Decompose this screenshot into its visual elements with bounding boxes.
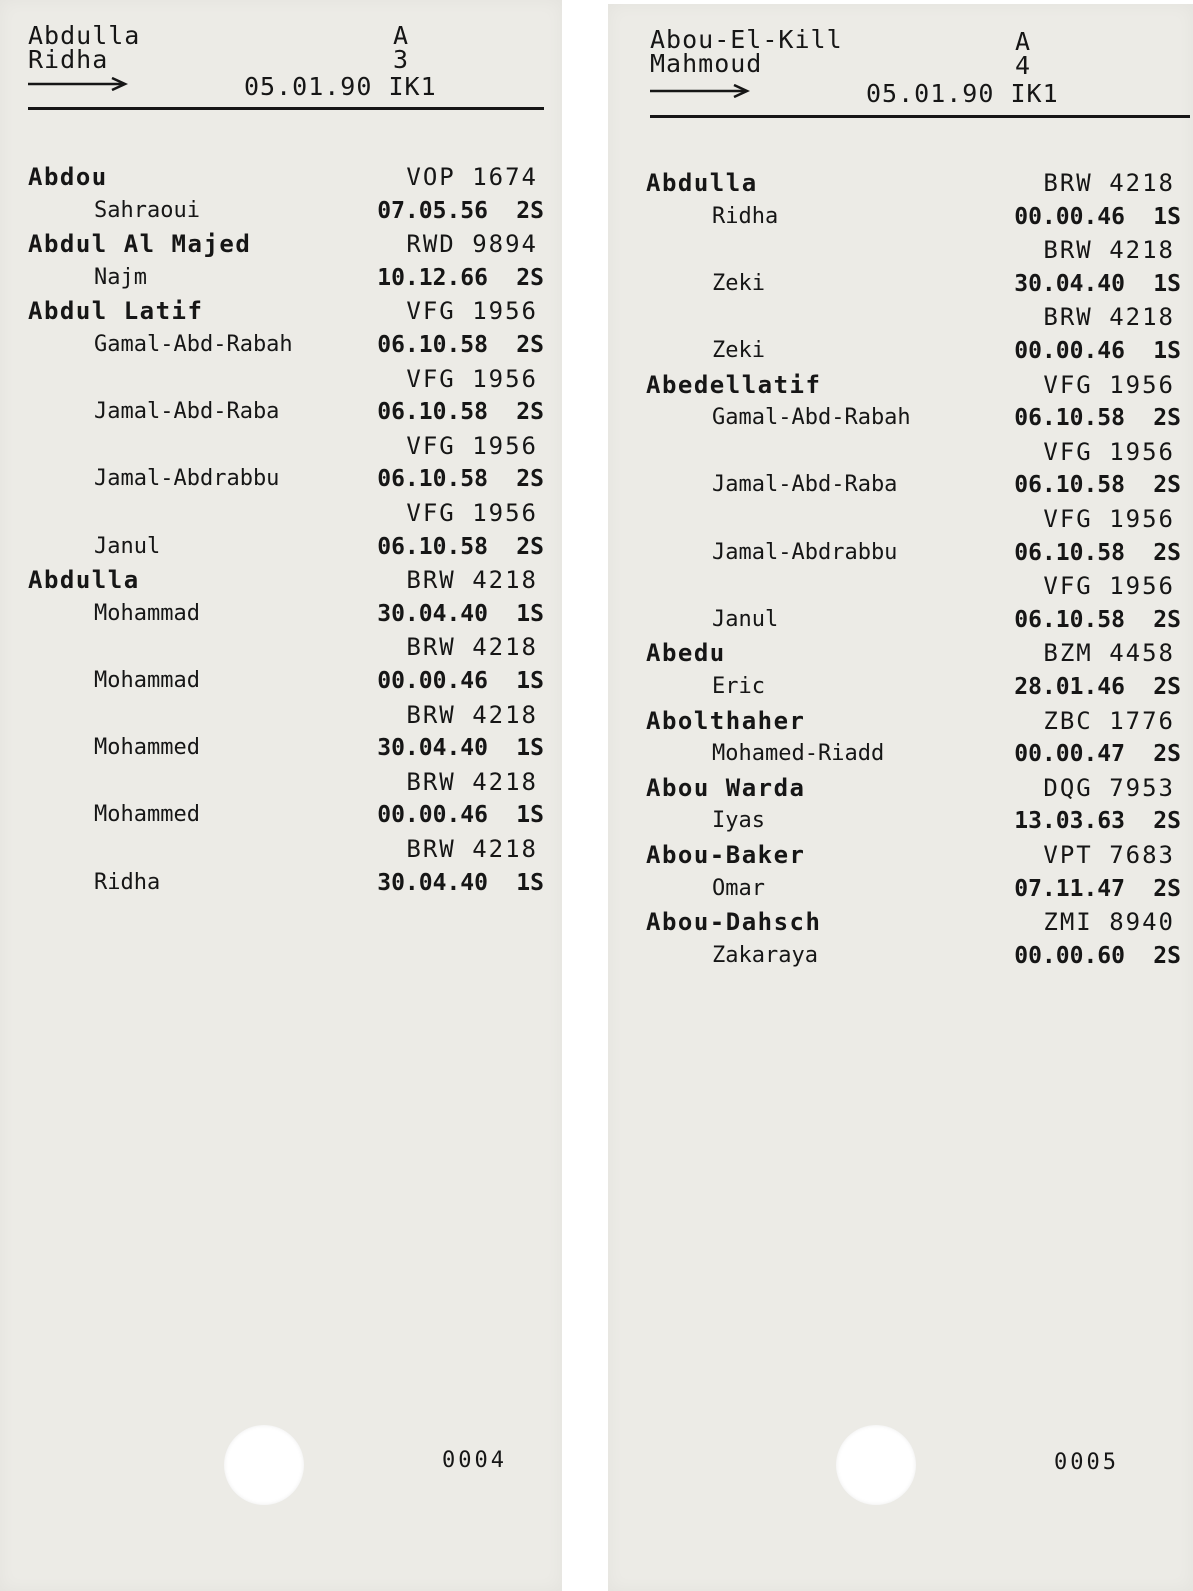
birth-date: 00.00.46 <box>1014 338 1125 364</box>
header-date: 05.01.90 <box>866 79 995 108</box>
given-name-label: Eric <box>712 674 765 699</box>
given-name-label: Mohammed <box>94 802 200 828</box>
entry-row <box>646 905 1181 939</box>
surname-label: Abdul Latif <box>28 297 204 326</box>
given-name-label: Gamal-Abd-Rabah <box>712 405 911 431</box>
entry-row <box>28 462 544 496</box>
header-letter: A <box>1015 27 1031 56</box>
class-code: 1S <box>516 668 544 694</box>
class-code: 2S <box>1153 741 1181 768</box>
birth-date: 06.10.58 <box>1014 539 1125 566</box>
birth-date: 06.10.58 <box>377 533 488 560</box>
given-name-label: Zakaraya <box>712 942 818 968</box>
record-date-class <box>1014 401 1181 435</box>
birth-date: 30.04.40 <box>1014 270 1125 297</box>
header-name-line2: Mahmoud <box>650 49 763 78</box>
given-name-label: Jamal-Abd-Raba <box>712 472 898 498</box>
record-date-class <box>1014 267 1181 301</box>
surname-label: Abedellatif <box>646 370 822 399</box>
record-date-class <box>377 866 544 900</box>
birth-date: 00.00.60 <box>1014 942 1125 969</box>
card-header-date-line <box>866 79 1059 108</box>
entry-row <box>28 630 544 664</box>
record-code: VFG 1956 <box>1043 505 1175 533</box>
record-date-class <box>1014 334 1181 368</box>
arrow-right-icon <box>28 77 128 91</box>
birth-date: 07.05.56 <box>377 197 488 224</box>
entry-row <box>646 569 1181 603</box>
surname-label: Abolthaher <box>646 706 806 735</box>
card-header-index <box>393 21 409 74</box>
entry-row <box>28 328 544 362</box>
entry-row <box>28 194 544 228</box>
entry-row <box>28 395 544 429</box>
entry-row <box>28 496 544 530</box>
entry-row <box>646 670 1181 704</box>
record-code: VFG 1956 <box>1043 572 1175 601</box>
birth-date: 06.10.58 <box>1014 606 1125 633</box>
birth-date: 06.10.58 <box>1014 472 1125 499</box>
record-code: BRW 4218 <box>406 767 538 796</box>
given-name-label: Janul <box>712 606 779 632</box>
record-code: VPT 7683 <box>1043 841 1175 869</box>
birth-date: 00.00.46 <box>377 802 488 829</box>
entry-row <box>646 233 1181 267</box>
header-name-line1: Abou-El-Kill <box>650 25 843 54</box>
entry-row <box>28 227 544 261</box>
birth-date: 00.00.46 <box>377 668 488 694</box>
birth-date: 06.10.58 <box>377 332 488 358</box>
birth-date: 13.03.63 <box>1014 808 1125 835</box>
birth-date: 06.10.58 <box>1014 405 1125 432</box>
class-code: 1S <box>1153 203 1181 230</box>
arrow-right-icon <box>650 84 750 98</box>
index-card-left <box>0 0 562 1591</box>
record-code: ZBC 1776 <box>1043 706 1175 735</box>
record-date-class <box>377 731 544 765</box>
class-code: 2S <box>1153 942 1181 969</box>
entry-row <box>646 704 1181 738</box>
header-divider <box>28 107 544 110</box>
surname-label: Abou-Dahsch <box>646 908 822 937</box>
surname-label: Abedu <box>646 639 726 668</box>
entry-row <box>646 300 1181 334</box>
given-name-label: Zeki <box>712 270 765 296</box>
card-header-name <box>650 25 843 78</box>
class-code: 1S <box>516 802 544 829</box>
entry-row <box>646 636 1181 670</box>
entry-row <box>28 798 544 832</box>
given-name-label: Mohammad <box>94 600 200 626</box>
birth-date: 28.01.46 <box>1014 674 1125 700</box>
given-name-label: Jamal-Abd-Raba <box>94 399 280 425</box>
class-code: 2S <box>1153 674 1181 700</box>
given-name-label: Najm <box>94 264 147 290</box>
record-date-class <box>377 597 544 631</box>
given-name-label: Jamal-Abdrabbu <box>712 539 898 565</box>
header-code: IK1 <box>388 72 437 101</box>
record-code: VOP 1674 <box>406 163 538 191</box>
class-code: 2S <box>1153 875 1181 902</box>
header-date: 05.01.90 <box>244 72 373 101</box>
entry-row <box>646 166 1181 200</box>
given-name-label: Zeki <box>712 338 765 363</box>
class-code: 2S <box>1153 405 1181 432</box>
entry-row <box>646 536 1181 570</box>
entry-row <box>28 362 544 396</box>
record-date-class <box>1014 536 1181 570</box>
record-date-class <box>377 395 544 429</box>
record-code: VFG 1956 <box>406 499 538 527</box>
given-name-label: Sahraoui <box>94 197 200 223</box>
birth-date: 30.04.40 <box>377 735 488 762</box>
record-code: VFG 1956 <box>406 364 538 393</box>
class-code: 2S <box>516 399 544 426</box>
index-card-right <box>608 4 1193 1591</box>
record-code: BZM 4458 <box>1043 639 1175 668</box>
given-name-label: Mohamed-Riadd <box>712 741 885 767</box>
record-code: ZMI 8940 <box>1043 908 1175 937</box>
class-code: 2S <box>1153 808 1181 835</box>
header-letter: A <box>393 21 409 50</box>
record-code: BRW 4218 <box>406 700 538 729</box>
entry-row <box>28 530 544 564</box>
record-code: VFG 1956 <box>1043 370 1175 399</box>
class-code: 2S <box>516 332 544 358</box>
entry-row <box>646 872 1181 906</box>
card-header-name <box>28 21 141 74</box>
surname-label: Abdulla <box>646 169 758 197</box>
record-date-class <box>1014 872 1181 906</box>
entry-row <box>28 765 544 799</box>
surname-label: Abdou <box>28 163 108 191</box>
record-date-class <box>1014 737 1181 771</box>
record-date-class <box>1014 804 1181 838</box>
record-date-class <box>377 664 544 698</box>
entry-row <box>646 737 1181 771</box>
class-code: 2S <box>1153 606 1181 633</box>
entry-row <box>28 563 544 597</box>
birth-date: 06.10.58 <box>377 466 488 493</box>
class-code: 2S <box>516 264 544 291</box>
birth-date: 30.04.40 <box>377 869 488 896</box>
record-date-class <box>1014 468 1181 502</box>
class-code: 1S <box>516 869 544 896</box>
entry-row <box>646 468 1181 502</box>
header-number: 4 <box>1015 51 1031 80</box>
entry-row <box>646 368 1181 402</box>
entry-row <box>646 838 1181 872</box>
record-code: BRW 4218 <box>406 835 538 863</box>
record-code: VFG 1956 <box>1043 437 1175 466</box>
birth-date: 00.00.46 <box>1014 203 1125 230</box>
header-number: 3 <box>393 45 409 74</box>
record-date-class <box>1014 200 1181 234</box>
given-name-label: Ridha <box>712 203 779 229</box>
punch-hole <box>224 1425 304 1505</box>
card-header-index <box>1015 27 1031 80</box>
entry-row <box>28 597 544 631</box>
entry-row <box>646 939 1181 973</box>
entry-row <box>28 731 544 765</box>
record-date-class <box>377 462 544 496</box>
record-date-class <box>1014 939 1181 973</box>
entry-row <box>646 603 1181 637</box>
record-code: BRW 4218 <box>1043 236 1175 265</box>
record-date-class <box>1014 670 1181 704</box>
record-code: DQG 7953 <box>1043 773 1175 802</box>
class-code: 1S <box>1153 270 1181 297</box>
entry-row <box>28 160 544 194</box>
header-name-line1: Abdulla <box>28 21 141 50</box>
given-name-label: Gamal-Abd-Rabah <box>94 332 293 357</box>
entry-row <box>28 832 544 866</box>
given-name-label: Mohammed <box>94 735 200 761</box>
entry-row <box>646 435 1181 469</box>
record-date-class <box>377 328 544 362</box>
given-name-label: Janul <box>94 533 161 559</box>
page-number: 0004 <box>442 1448 507 1473</box>
surname-label: Abdulla <box>28 566 140 595</box>
record-code: VFG 1956 <box>406 431 538 460</box>
birth-date: 30.04.40 <box>377 600 488 627</box>
entry-row <box>646 401 1181 435</box>
surname-label: Abou-Baker <box>646 841 806 869</box>
record-date-class <box>377 798 544 832</box>
record-code: RWD 9894 <box>406 230 538 259</box>
entry-row <box>646 267 1181 301</box>
record-code: VFG 1956 <box>406 297 538 326</box>
entry-row <box>646 334 1181 368</box>
record-code: BRW 4218 <box>406 566 538 595</box>
record-date-class <box>377 261 544 295</box>
record-code: BRW 4218 <box>1043 303 1175 332</box>
class-code: 1S <box>1153 338 1181 364</box>
header-name-line2: Ridha <box>28 45 109 74</box>
class-code: 2S <box>1153 472 1181 499</box>
class-code: 2S <box>516 197 544 224</box>
record-code: BRW 4218 <box>406 633 538 662</box>
entry-row <box>28 294 544 328</box>
given-name-label: Jamal-Abdrabbu <box>94 466 280 492</box>
surname-label: Abou Warda <box>646 773 806 802</box>
birth-date: 10.12.66 <box>377 264 488 291</box>
entry-row <box>28 261 544 295</box>
given-name-label: Ridha <box>94 869 161 895</box>
header-divider <box>650 115 1190 118</box>
entry-row <box>646 771 1181 805</box>
record-code: BRW 4218 <box>1043 169 1175 197</box>
surname-label: Abdul Al Majed <box>28 230 252 259</box>
entry-row <box>28 866 544 900</box>
record-date-class <box>377 194 544 228</box>
birth-date: 06.10.58 <box>377 399 488 426</box>
class-code: 1S <box>516 600 544 627</box>
class-code: 2S <box>516 533 544 560</box>
page-number: 0005 <box>1054 1450 1119 1475</box>
class-code: 1S <box>516 735 544 762</box>
entry-row <box>646 200 1181 234</box>
punch-hole <box>836 1425 916 1505</box>
given-name-label: Omar <box>712 875 765 901</box>
record-date-class <box>377 530 544 564</box>
entry-row <box>646 804 1181 838</box>
given-name-label: Iyas <box>712 808 765 834</box>
record-date-class <box>1014 603 1181 637</box>
entry-row <box>28 429 544 463</box>
given-name-label: Mohammad <box>94 668 200 693</box>
entry-row <box>28 664 544 698</box>
class-code: 2S <box>1153 539 1181 566</box>
card-header-date-line <box>244 72 437 101</box>
birth-date: 00.00.47 <box>1014 741 1125 768</box>
entry-row <box>646 502 1181 536</box>
header-code: IK1 <box>1010 79 1059 108</box>
birth-date: 07.11.47 <box>1014 875 1125 902</box>
entry-row <box>28 698 544 732</box>
class-code: 2S <box>516 466 544 493</box>
